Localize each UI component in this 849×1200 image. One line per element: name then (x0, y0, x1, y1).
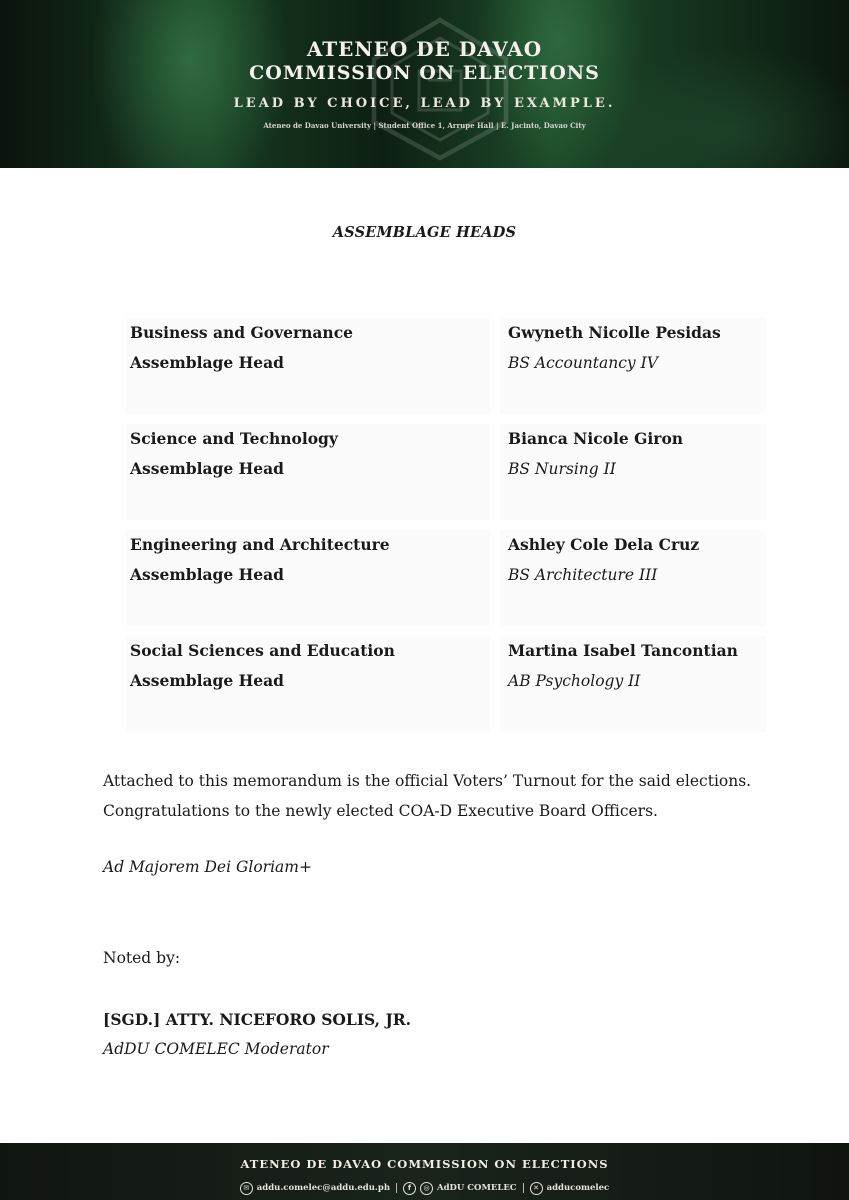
position-label: Assemblage Head (130, 671, 284, 690)
header-title-line2: COMMISSION ON ELECTIONS (249, 62, 600, 84)
footer-divider (396, 1183, 397, 1193)
officer-name: Ashley Cole Dela Cruz (508, 535, 700, 554)
officer-cell (508, 636, 738, 696)
footer-facebook[interactable]: AdDU COMELEC (437, 1183, 517, 1193)
officer-program: BS Accountancy IV (508, 354, 658, 372)
footer-divider (523, 1183, 524, 1193)
footer-banner (0, 1143, 849, 1200)
officer-name: Martina Isabel Tancontian (508, 641, 738, 660)
position-label: Assemblage Head (130, 565, 284, 584)
cluster-name: Social Sciences and Education (130, 641, 395, 660)
header-address: Ateneo de Davao University | Student Office 1, Arrupe Hall | E. Jacinto, Davao City (263, 121, 586, 130)
cluster-name: Science and Technology (130, 429, 338, 448)
cluster-cell (130, 318, 353, 378)
officer-program: AB Psychology II (508, 672, 641, 690)
officer-program: BS Architecture III (508, 566, 658, 584)
closing-paragraph (103, 766, 763, 826)
x-icon: ✕ (530, 1182, 543, 1195)
cluster-name: Business and Governance (130, 323, 354, 342)
closing-line-1: Attached to this memorandum is the official Voters’ Turnout for the said elections. (103, 772, 752, 790)
position-label: Assemblage Head (130, 353, 284, 372)
officer-program: BS Nursing II (508, 460, 616, 478)
footer-contacts (0, 1180, 849, 1196)
officer-name: Bianca Nicole Giron (508, 429, 684, 448)
officer-cell (508, 530, 699, 590)
signatory-name: [SGD.] ATTY. NICEFORO SOLIS, JR. (103, 1010, 412, 1029)
assemblage-heads-table (120, 314, 766, 738)
footer-title: ATENEO DE DAVAO COMMISSION ON ELECTIONS (240, 1157, 609, 1171)
cluster-cell (130, 424, 338, 484)
facebook-icon: f (403, 1182, 416, 1195)
cluster-name: Engineering and Architecture (130, 535, 390, 554)
noted-by-label: Noted by: (103, 949, 181, 967)
email-icon: ✉ (240, 1182, 253, 1195)
section-title: ASSEMBLAGE HEADS (332, 224, 517, 241)
header-tagline: LEAD BY CHOICE, LEAD BY EXAMPLE. (233, 96, 616, 111)
table-row (120, 314, 766, 420)
cluster-cell (130, 636, 395, 696)
table-row (120, 420, 766, 526)
header-banner (0, 0, 849, 168)
officer-cell (508, 424, 683, 484)
table-row (120, 526, 766, 632)
amdg-line: Ad Majorem Dei Gloriam+ (103, 858, 312, 876)
officer-name: Gwyneth Nicolle Pesidas (508, 323, 721, 342)
instagram-icon: ◎ (420, 1182, 433, 1195)
footer-email[interactable]: addu.comelec@addu.edu.ph (256, 1183, 391, 1193)
cluster-cell (130, 530, 390, 590)
header-title-line1: ATENEO DE DAVAO (306, 37, 543, 61)
footer-x-handle[interactable]: adducomelec (546, 1183, 610, 1193)
position-label: Assemblage Head (130, 459, 284, 478)
officer-cell (508, 318, 721, 378)
closing-line-2: Congratulations to the newly elected COA-D Executive Board Officers. (103, 802, 658, 820)
signatory-role: AdDU COMELEC Moderator (103, 1040, 329, 1058)
table-row (120, 632, 766, 738)
